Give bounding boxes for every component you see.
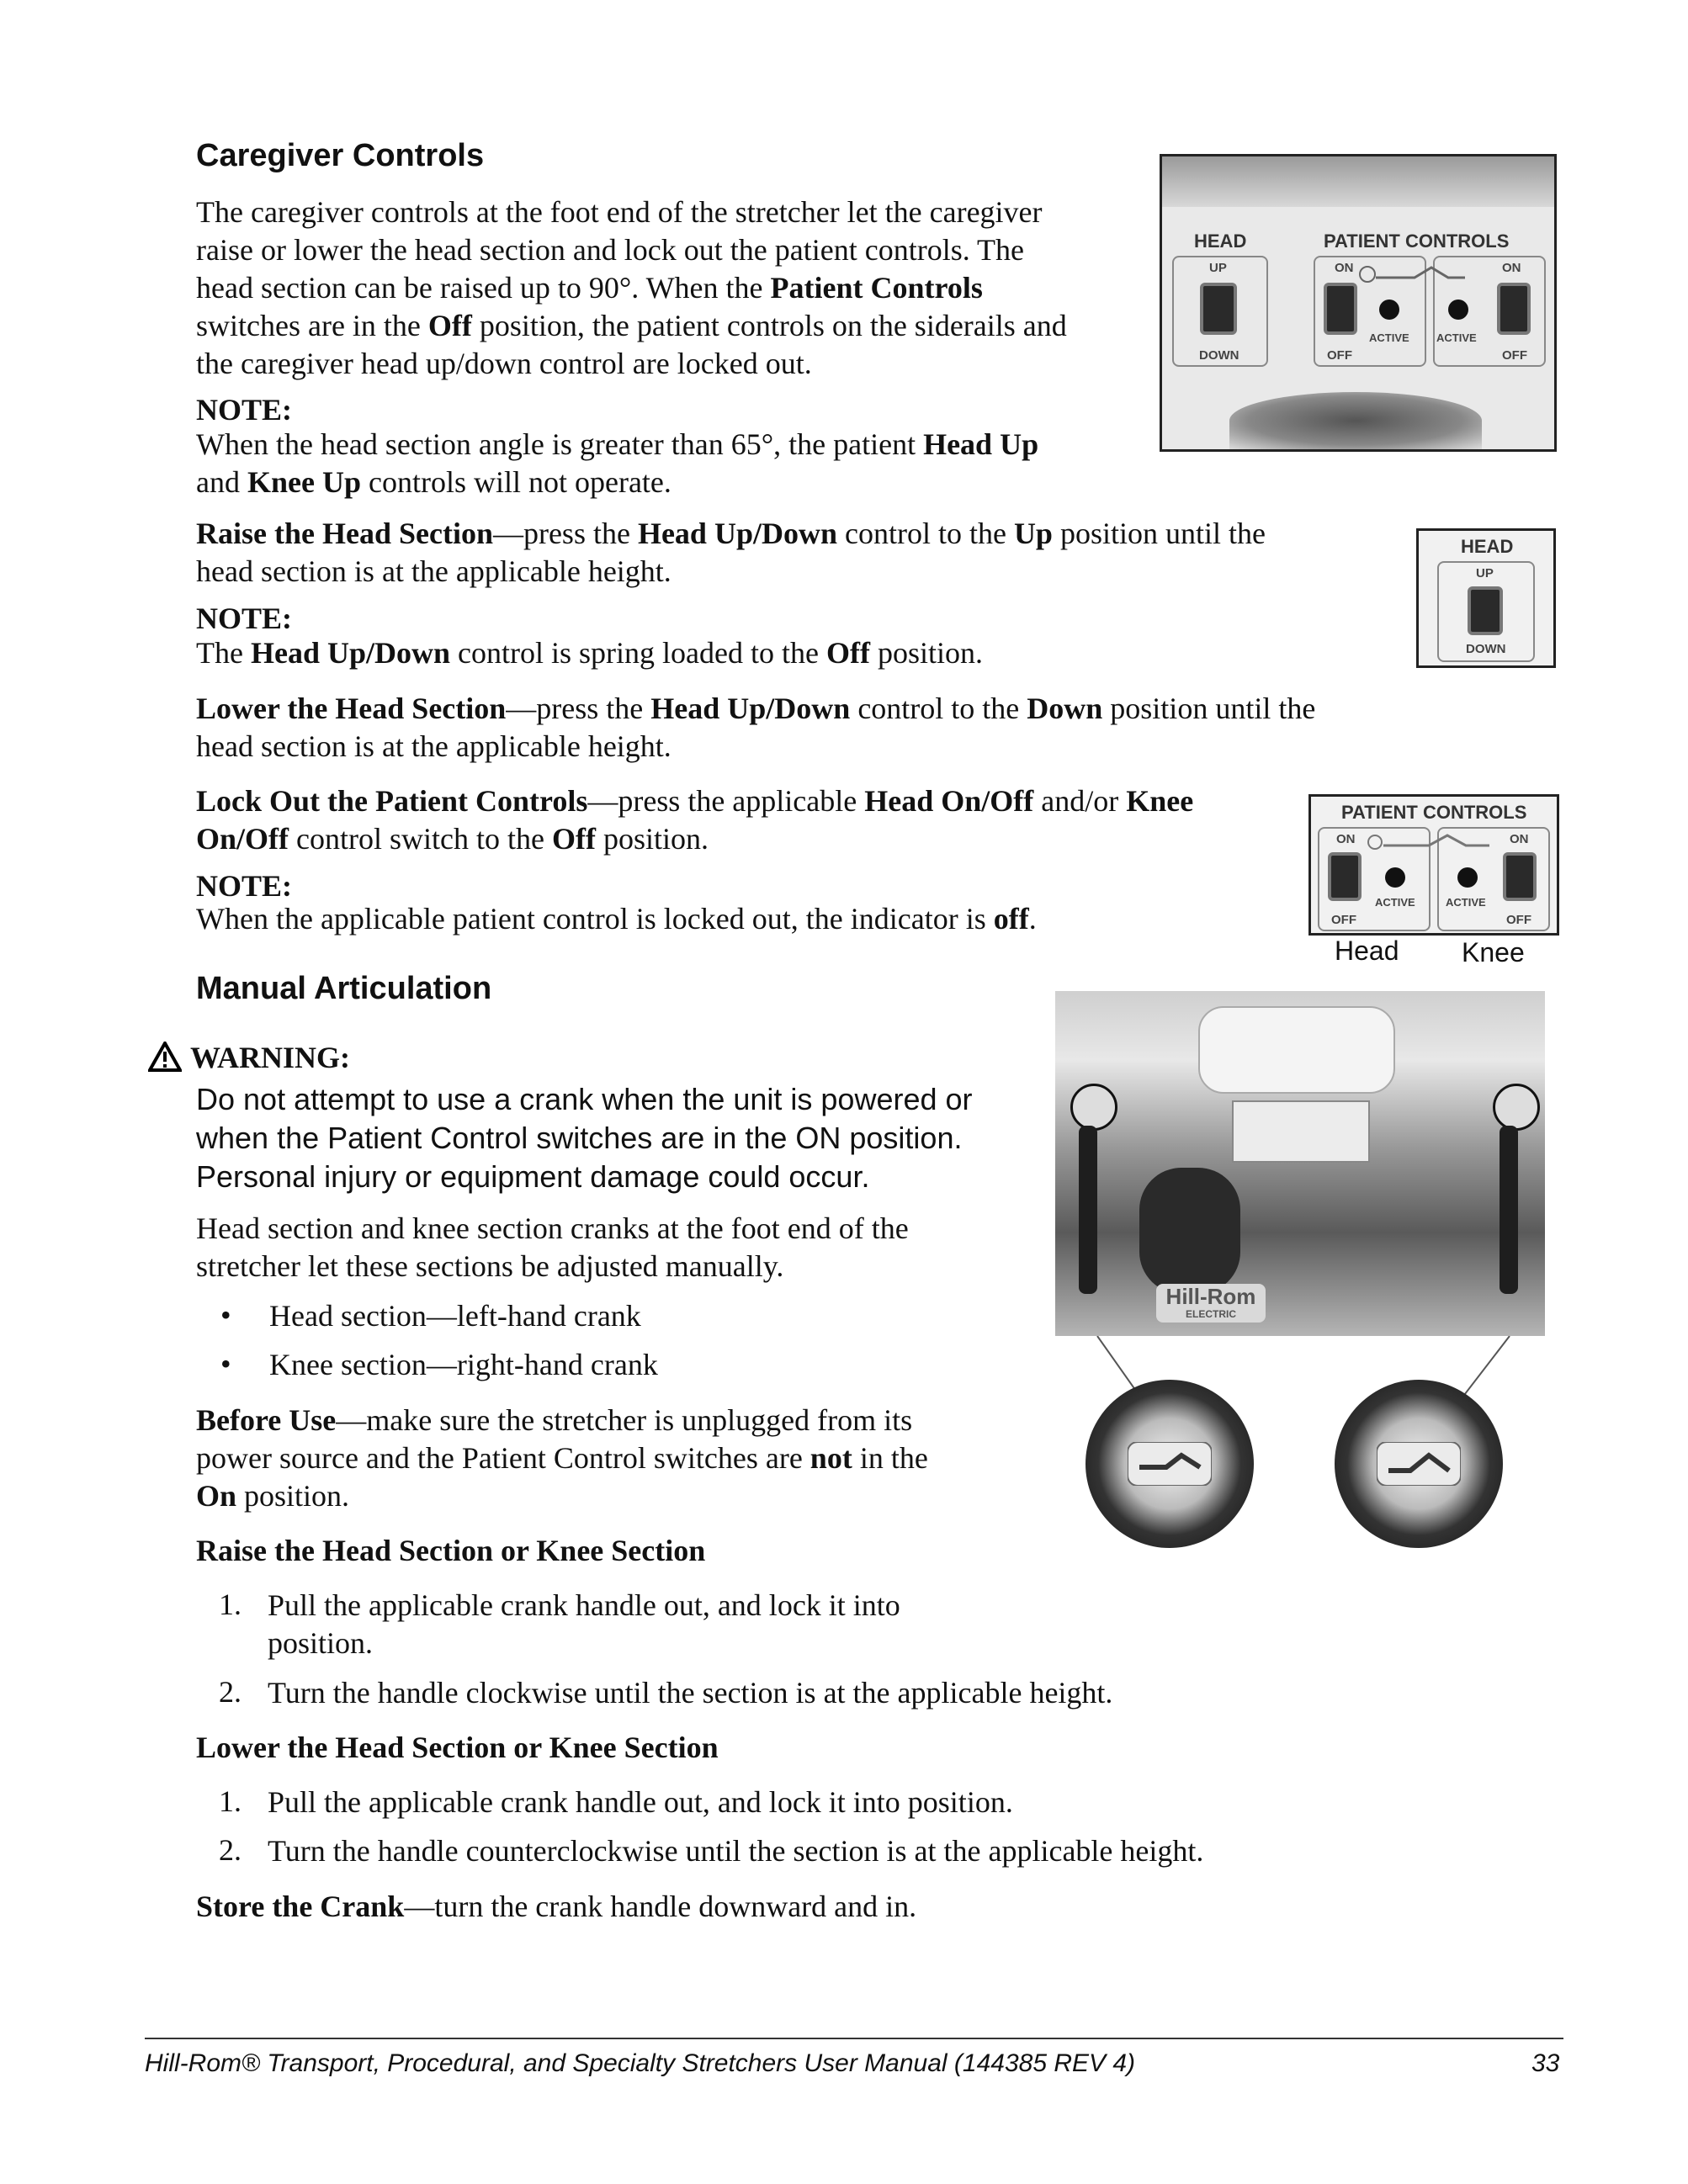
head-onoff-switch	[1324, 283, 1357, 335]
warning-label: WARNING:	[190, 1041, 351, 1074]
active-label: ACTIVE	[1369, 331, 1409, 344]
list-item: Pull the applicable crank handle out, and lock it into position.	[268, 1588, 900, 1660]
note-text: When the applicable patient control is locked out, the indicator is off.	[196, 902, 1037, 936]
photo-top-shadow	[1162, 156, 1554, 207]
knee-crank-closeup	[1335, 1380, 1503, 1548]
head-up-down-switch	[1200, 283, 1237, 335]
paragraph-line: The caregiver controls at the foot end of the stretcher let the caregiver	[196, 195, 1043, 229]
list-item: Knee section—right-hand crank	[269, 1348, 658, 1381]
page-number: 33	[1531, 2049, 1560, 2077]
paragraph-line: switches are in the Off position, the patient controls on the siderails and	[196, 309, 1067, 342]
lockout-paragraph: Lock Out the Patient Controls—press the applicable Head On/Off and/or Knee On/Off control switch to the Off position.	[196, 784, 1194, 856]
control-panel	[1232, 1100, 1370, 1163]
section-heading-manual-articulation: Manual Articulation	[196, 971, 492, 1006]
left-crank-callout	[1070, 1084, 1117, 1131]
raise-head-section-paragraph: Raise the Head Section—press the Head Up/Down control to the Up position until the head section is at the applicable height.	[196, 517, 1266, 588]
up-label: UP	[1209, 261, 1227, 275]
note-label: NOTE:	[196, 602, 293, 635]
note-text: The Head Up/Down control is spring loaded to the Off position.	[196, 636, 983, 670]
list-number: 1.	[219, 1784, 242, 1818]
list-item: Turn the handle clockwise until the section is at the applicable height.	[268, 1676, 1113, 1710]
on-label: ON	[1502, 261, 1521, 275]
on-label: ON	[1336, 832, 1356, 846]
head-active-indicator	[1379, 300, 1399, 320]
paragraph-line: raise or lower the head section and lock out the patient controls. The	[196, 233, 1025, 267]
crank-location-photo	[1055, 991, 1545, 1336]
left-crank-handle	[1079, 1126, 1097, 1294]
list-item: Turn the handle counterclockwise until the section is at the applicable height.	[268, 1834, 1204, 1868]
warning-triangle-icon	[148, 1042, 182, 1072]
head-label: HEAD	[1194, 231, 1247, 252]
on-label: ON	[1335, 261, 1354, 275]
head-control-figure	[1416, 528, 1556, 668]
footer-title: Hill-Rom® Transport, Procedural, and Specialty Stretchers User Manual (144385 REV 4)	[145, 2049, 1136, 2077]
note-text: When the head section angle is greater than 65°, the patient Head Up and Knee Up controls will not operate.	[196, 427, 1039, 499]
knee-active-indicator	[1448, 300, 1468, 320]
up-label: UP	[1476, 566, 1494, 580]
photo-bottom-shadow	[1229, 392, 1482, 449]
knee-onoff-switch	[1503, 852, 1537, 901]
knee-active-indicator	[1457, 867, 1478, 888]
caregiver-controls-photo	[1160, 154, 1557, 452]
warning-text: Do not attempt to use a crank when the unit is powered or when the Patient Control switches are in the ON position. Personal injury or equipment damage could occur.	[196, 1082, 973, 1194]
bullet-marker: •	[220, 1347, 231, 1381]
bullet-marker: •	[220, 1298, 231, 1332]
lower-head-section-paragraph: Lower the Head Section—press the Head Up/Down control to the Down position until the head section is at the applicable height.	[196, 692, 1316, 763]
patient-figure-icon	[1356, 259, 1473, 293]
head-up-down-switch	[1468, 586, 1503, 635]
patient-figure-icon	[1363, 829, 1498, 859]
caregiver-controls-paragraph	[196, 193, 1147, 383]
off-label: OFF	[1331, 913, 1356, 927]
head-caption: Head	[1335, 936, 1399, 966]
right-crank-callout	[1493, 1084, 1540, 1131]
right-crank-handle	[1500, 1126, 1518, 1294]
subheading-lower-section: Lower the Head Section or Knee Section	[196, 1731, 719, 1764]
section-heading-caregiver-controls: Caregiver Controls	[196, 138, 485, 173]
down-label: DOWN	[1466, 642, 1506, 656]
list-item: Pull the applicable crank handle out, and lock it into position.	[268, 1785, 1013, 1819]
list-item: Head section—left-hand crank	[269, 1299, 641, 1333]
knee-crank-symbol-icon	[1377, 1442, 1461, 1486]
bed-control-housing	[1198, 1006, 1395, 1094]
down-label: DOWN	[1199, 348, 1239, 363]
list-number: 2.	[219, 1833, 242, 1867]
knee-onoff-switch	[1497, 283, 1531, 335]
head-active-indicator	[1385, 867, 1405, 888]
head-crank-closeup	[1086, 1380, 1254, 1548]
off-label: OFF	[1327, 348, 1352, 363]
before-use-paragraph: Before Use—make sure the stretcher is unplugged from its power source and the Patient Control switches are not in the On position.	[196, 1403, 928, 1513]
patient-controls-label: PATIENT CONTROLS	[1341, 802, 1527, 823]
head-crank-symbol-icon	[1128, 1442, 1212, 1486]
patient-controls-figure	[1308, 794, 1559, 936]
list-number: 2.	[219, 1675, 242, 1709]
patient-controls-label: PATIENT CONTROLS	[1324, 231, 1510, 252]
active-label: ACTIVE	[1375, 896, 1415, 909]
paragraph-line: head section can be raised up to 90°. When the Patient Controls	[196, 271, 983, 305]
subheading-raise-section: Raise the Head Section or Knee Section	[196, 1534, 706, 1567]
brand-label: Hill-Rom ELECTRIC	[1156, 1284, 1266, 1323]
list-number: 1.	[219, 1588, 242, 1621]
store-crank-paragraph: Store the Crank—turn the crank handle downward and in.	[196, 1890, 917, 1923]
head-label: HEAD	[1461, 536, 1514, 557]
footer-rule	[145, 2038, 1563, 2039]
knee-caption: Knee	[1462, 937, 1525, 967]
note-label: NOTE:	[196, 393, 293, 427]
off-label: OFF	[1506, 913, 1531, 927]
off-label: OFF	[1502, 348, 1527, 363]
bed-frame-dark	[1139, 1168, 1240, 1294]
paragraph-line: the caregiver head up/down control are locked out.	[196, 347, 812, 380]
note-label: NOTE:	[196, 869, 293, 903]
active-label: ACTIVE	[1446, 896, 1486, 909]
head-onoff-switch	[1328, 852, 1362, 901]
active-label: ACTIVE	[1436, 331, 1477, 344]
crank-intro-paragraph: Head section and knee section cranks at the foot end of the stretcher let these sections be adjusted manually.	[196, 1211, 909, 1283]
on-label: ON	[1510, 832, 1529, 846]
